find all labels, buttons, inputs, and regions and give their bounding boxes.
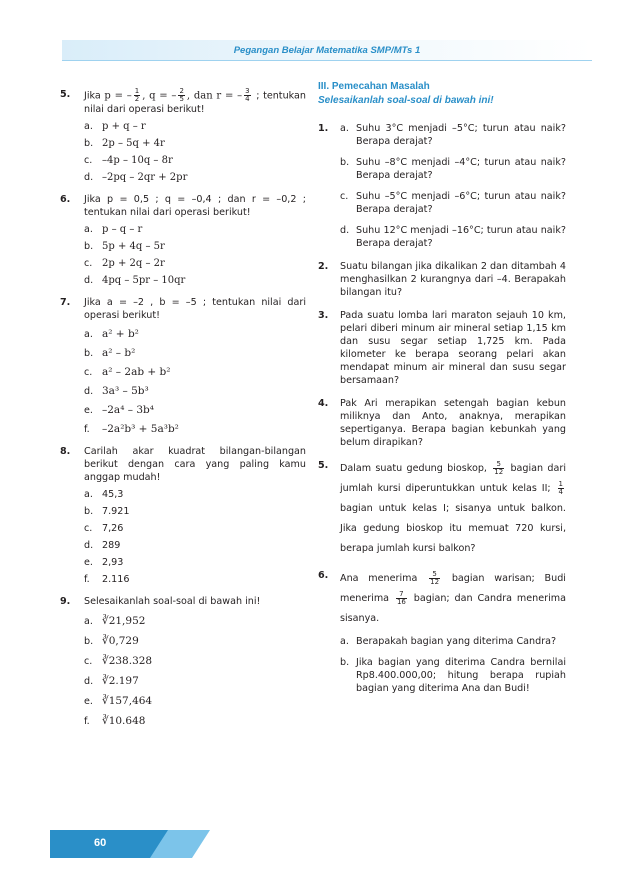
option-letter: a. — [84, 329, 93, 340]
text-segment: bagian; dan Candra menerima sisanya. — [340, 593, 566, 624]
sub-question — [340, 656, 566, 695]
option-letter: a. — [84, 616, 93, 627]
sub-letter: b. — [340, 657, 350, 668]
option-letter: e. — [84, 405, 93, 416]
sub-question — [340, 224, 566, 250]
problem-number: 1. — [318, 123, 329, 134]
option-letter: b. — [84, 348, 94, 359]
fraction — [134, 88, 140, 103]
option-expression: –2a⁴ – 3b⁴ — [102, 404, 154, 416]
option — [84, 505, 306, 518]
option-letter: a. — [84, 489, 93, 500]
numerator: 1 — [558, 479, 563, 488]
text-segment: bagian dari jumlah kursi diperuntukkan untuk kelas II; — [340, 463, 566, 494]
numerator: 3 — [245, 87, 250, 95]
question-8 — [60, 445, 306, 586]
problem-number: 4. — [318, 398, 329, 409]
option-letter: a. — [84, 224, 93, 235]
question-text: Carilah akar kuadrat bilangan-bilangan berikut dengan cara yang paling kamu anggap mudah! — [84, 446, 306, 483]
page-number: 60 — [94, 837, 107, 849]
denominator: 12 — [494, 467, 504, 476]
option — [84, 573, 306, 586]
option-letter: e. — [84, 557, 93, 568]
denominator: 2 — [134, 95, 140, 103]
denominator: 5 — [179, 95, 184, 103]
option — [84, 539, 306, 552]
option-letter: f. — [84, 716, 90, 727]
question-text: Selesaikanlah soal-soal di bawah ini! — [84, 596, 261, 607]
option-letter: c. — [84, 367, 93, 378]
option-letter: d. — [84, 172, 94, 183]
sub-question — [340, 635, 566, 648]
sub-question — [340, 190, 566, 216]
running-title: Pegangan Belajar Matematika SMP/MTs 1 — [233, 45, 421, 56]
option-expression: 4pq – 5pr – 10qr — [102, 275, 186, 286]
problem-1 — [318, 122, 566, 250]
fraction — [178, 88, 184, 103]
option — [84, 240, 306, 253]
cube-root-expression: ∛10.648 — [102, 715, 146, 727]
sub-letter: d. — [340, 225, 350, 236]
option-expression: –2pq – 2qr + 2pr — [102, 172, 188, 183]
page-footer — [0, 830, 638, 858]
option — [84, 655, 306, 668]
sub-question — [340, 122, 566, 148]
text-segment: bagian warisan; Budi menerima — [340, 573, 566, 604]
problem-text — [340, 569, 566, 629]
option-letter: b. — [84, 241, 94, 252]
question-number: 9. — [60, 596, 71, 607]
option-expression: –2a²b³ + 5a³b² — [102, 423, 179, 435]
text-segment: Dalam suatu gedung bioskop, — [340, 463, 487, 474]
option-letter: d. — [84, 540, 94, 551]
option — [84, 695, 306, 708]
right-column — [318, 80, 566, 705]
fraction — [396, 591, 407, 606]
option — [84, 120, 306, 133]
cube-root-expression: ∛0,729 — [102, 635, 139, 647]
q5-p: p = – — [104, 90, 132, 102]
option — [84, 347, 306, 360]
option — [84, 366, 306, 379]
running-header — [62, 45, 592, 56]
option-letter: e. — [84, 696, 93, 707]
sub-text: Suhu –5°C menjadi –6°C; turun atau naik? Berapa derajat? — [356, 191, 566, 215]
cube-root-expression: ∛238.328 — [102, 655, 153, 667]
fraction — [429, 571, 440, 586]
problem-number: 6. — [318, 570, 329, 581]
sub-text: Jika bagian yang diterima Candra bernilai Rp8.400.000,00; hitung berapa rupiah bagian yang diterima Ana dan Budi! — [356, 657, 566, 694]
question-text — [84, 88, 306, 116]
option-expression: a² + b² — [102, 328, 139, 340]
option-value: 2.116 — [102, 574, 130, 585]
problem-2 — [318, 260, 566, 299]
option — [84, 404, 306, 417]
sub-letter: c. — [340, 191, 349, 202]
footer-accent-bar — [50, 830, 170, 858]
sub-text: Suhu 12°C menjadi –16°C; turun atau naik? Berapa derajat? — [356, 225, 566, 249]
sub-letter: a. — [340, 123, 349, 134]
option-letter: f. — [84, 574, 90, 585]
option — [84, 385, 306, 398]
q5-intro-end: ; tentukan nilai dari operasi berikut! — [84, 90, 306, 115]
option-expression: 3a³ – 5b³ — [102, 385, 149, 397]
option-letter: c. — [84, 523, 93, 534]
option-letter: b. — [84, 138, 94, 149]
problem-text — [340, 459, 566, 559]
option-value: 289 — [102, 540, 121, 551]
option — [84, 257, 306, 270]
option-expression: 5p + 4q – 5r — [102, 241, 165, 252]
option-letter: c. — [84, 656, 93, 667]
cube-root-expression: ∛21,952 — [102, 615, 146, 627]
problem-number: 2. — [318, 261, 329, 272]
option — [84, 488, 306, 501]
option-value: 2,93 — [102, 557, 124, 568]
option — [84, 635, 306, 648]
problem-4 — [318, 397, 566, 449]
numerator: 7 — [396, 591, 407, 599]
option — [84, 556, 306, 569]
option — [84, 274, 306, 287]
option-letter: f. — [84, 424, 90, 435]
sub-question — [340, 156, 566, 182]
question-6 — [60, 193, 306, 287]
option — [84, 522, 306, 535]
fraction — [493, 461, 504, 476]
question-number: 5. — [60, 89, 71, 100]
left-column — [60, 88, 306, 737]
denominator: 16 — [396, 597, 406, 606]
option — [84, 675, 306, 688]
option — [84, 715, 306, 728]
problem-text: Suatu bilangan jika dikalikan 2 dan ditambah 4 menghasilkan 2 kurangnya dari –4. Berapakah bilangan itu? — [340, 261, 567, 298]
problem-text: Pada suatu lomba lari maraton sejauh 10 km, pelari diberi minum air mineral setiap 1,15 km dan susu segar setiap 1,725 km. Pada kilometer ke berapa seorang pelari akan mendapat minum air mineral dan susu segar bersamaan? — [340, 310, 566, 386]
section-title: III. Pemecahan Masalah — [318, 81, 430, 92]
option-letter: c. — [84, 155, 93, 166]
option-expression: 2p + 2q – 2r — [102, 258, 165, 269]
fraction — [244, 88, 250, 103]
denominator: 12 — [430, 577, 440, 586]
option-letter: b. — [84, 636, 94, 647]
sub-text: Suhu –8°C menjadi –4°C; turun atau naik? Berapa derajat? — [356, 157, 566, 181]
option-value: 7,26 — [102, 523, 124, 534]
question-9 — [60, 595, 306, 728]
option-letter: d. — [84, 676, 94, 687]
option-letter: b. — [84, 506, 94, 517]
numerator: 2 — [179, 87, 184, 95]
numerator: 5 — [493, 461, 504, 469]
question-number: 7. — [60, 297, 71, 308]
option — [84, 423, 306, 436]
q5-q: , q = – — [142, 90, 177, 102]
cube-root-expression: ∛157,464 — [102, 695, 153, 707]
option-expression: a² – b² — [102, 347, 136, 359]
question-number: 6. — [60, 194, 71, 205]
problem-text: Pak Ari merapikan setengah bagian kebun miliknya dan Anto, anaknya, merapikan sepertiganya. Berapa bagian kebunkah yang belum dirapikan? — [340, 398, 566, 448]
sub-letter: a. — [340, 636, 349, 647]
option-letter: d. — [84, 275, 94, 286]
option-letter: c. — [84, 258, 93, 269]
denominator: 4 — [558, 487, 563, 496]
problem-3 — [318, 309, 566, 387]
denominator: 4 — [245, 95, 250, 103]
fraction — [558, 481, 564, 496]
cube-root-expression: ∛2.197 — [102, 675, 139, 687]
option-expression: 2p – 5q + 4r — [102, 138, 165, 149]
text-segment: bagian untuk kelas I; sisanya untuk balkon. Jika gedung bioskop itu memuat 720 kursi, berapa jumlah kursi balkon? — [340, 503, 566, 554]
numerator: 5 — [429, 571, 440, 579]
option — [84, 223, 306, 236]
option — [84, 328, 306, 341]
option — [84, 137, 306, 150]
option — [84, 154, 306, 167]
q5-r: , dan r = – — [186, 90, 243, 102]
problem-5 — [318, 459, 566, 559]
problem-number: 3. — [318, 310, 329, 321]
option — [84, 615, 306, 628]
sub-letter: b. — [340, 157, 350, 168]
option-expression: a² – 2ab + b² — [102, 366, 171, 378]
numerator: 1 — [134, 87, 140, 95]
option-expression: –4p – 10q – 8r — [102, 155, 173, 166]
header-rule — [62, 60, 592, 61]
question-5 — [60, 88, 306, 184]
option — [84, 171, 306, 184]
option-letter: d. — [84, 386, 94, 397]
problem-6 — [318, 569, 566, 695]
question-text: Jika p = 0,5 ; q = –0,4 ; dan r = –0,2 ; tentukan nilai dari operasi berikut! — [84, 194, 306, 218]
option-expression: p – q – r — [102, 224, 143, 235]
section-subtitle: Selesaikanlah soal-soal di bawah ini! — [318, 95, 494, 106]
question-number: 8. — [60, 446, 71, 457]
text-segment: Ana menerima — [340, 573, 418, 584]
question-text: Jika a = –2 , b = –5 ; tentukan nilai dari operasi berikut! — [84, 297, 306, 321]
option-value: 7.921 — [102, 506, 130, 517]
option-letter: a. — [84, 121, 93, 132]
q5-intro: Jika — [84, 90, 101, 102]
option-value: 45,3 — [102, 489, 124, 500]
problem-number: 5. — [318, 460, 329, 471]
sub-text: Berapakah bagian yang diterima Candra? — [356, 636, 557, 647]
option-expression: p + q – r — [102, 121, 146, 132]
sub-text: Suhu 3°C menjadi –5°C; turun atau naik? Berapa derajat? — [356, 123, 566, 147]
question-7 — [60, 296, 306, 436]
